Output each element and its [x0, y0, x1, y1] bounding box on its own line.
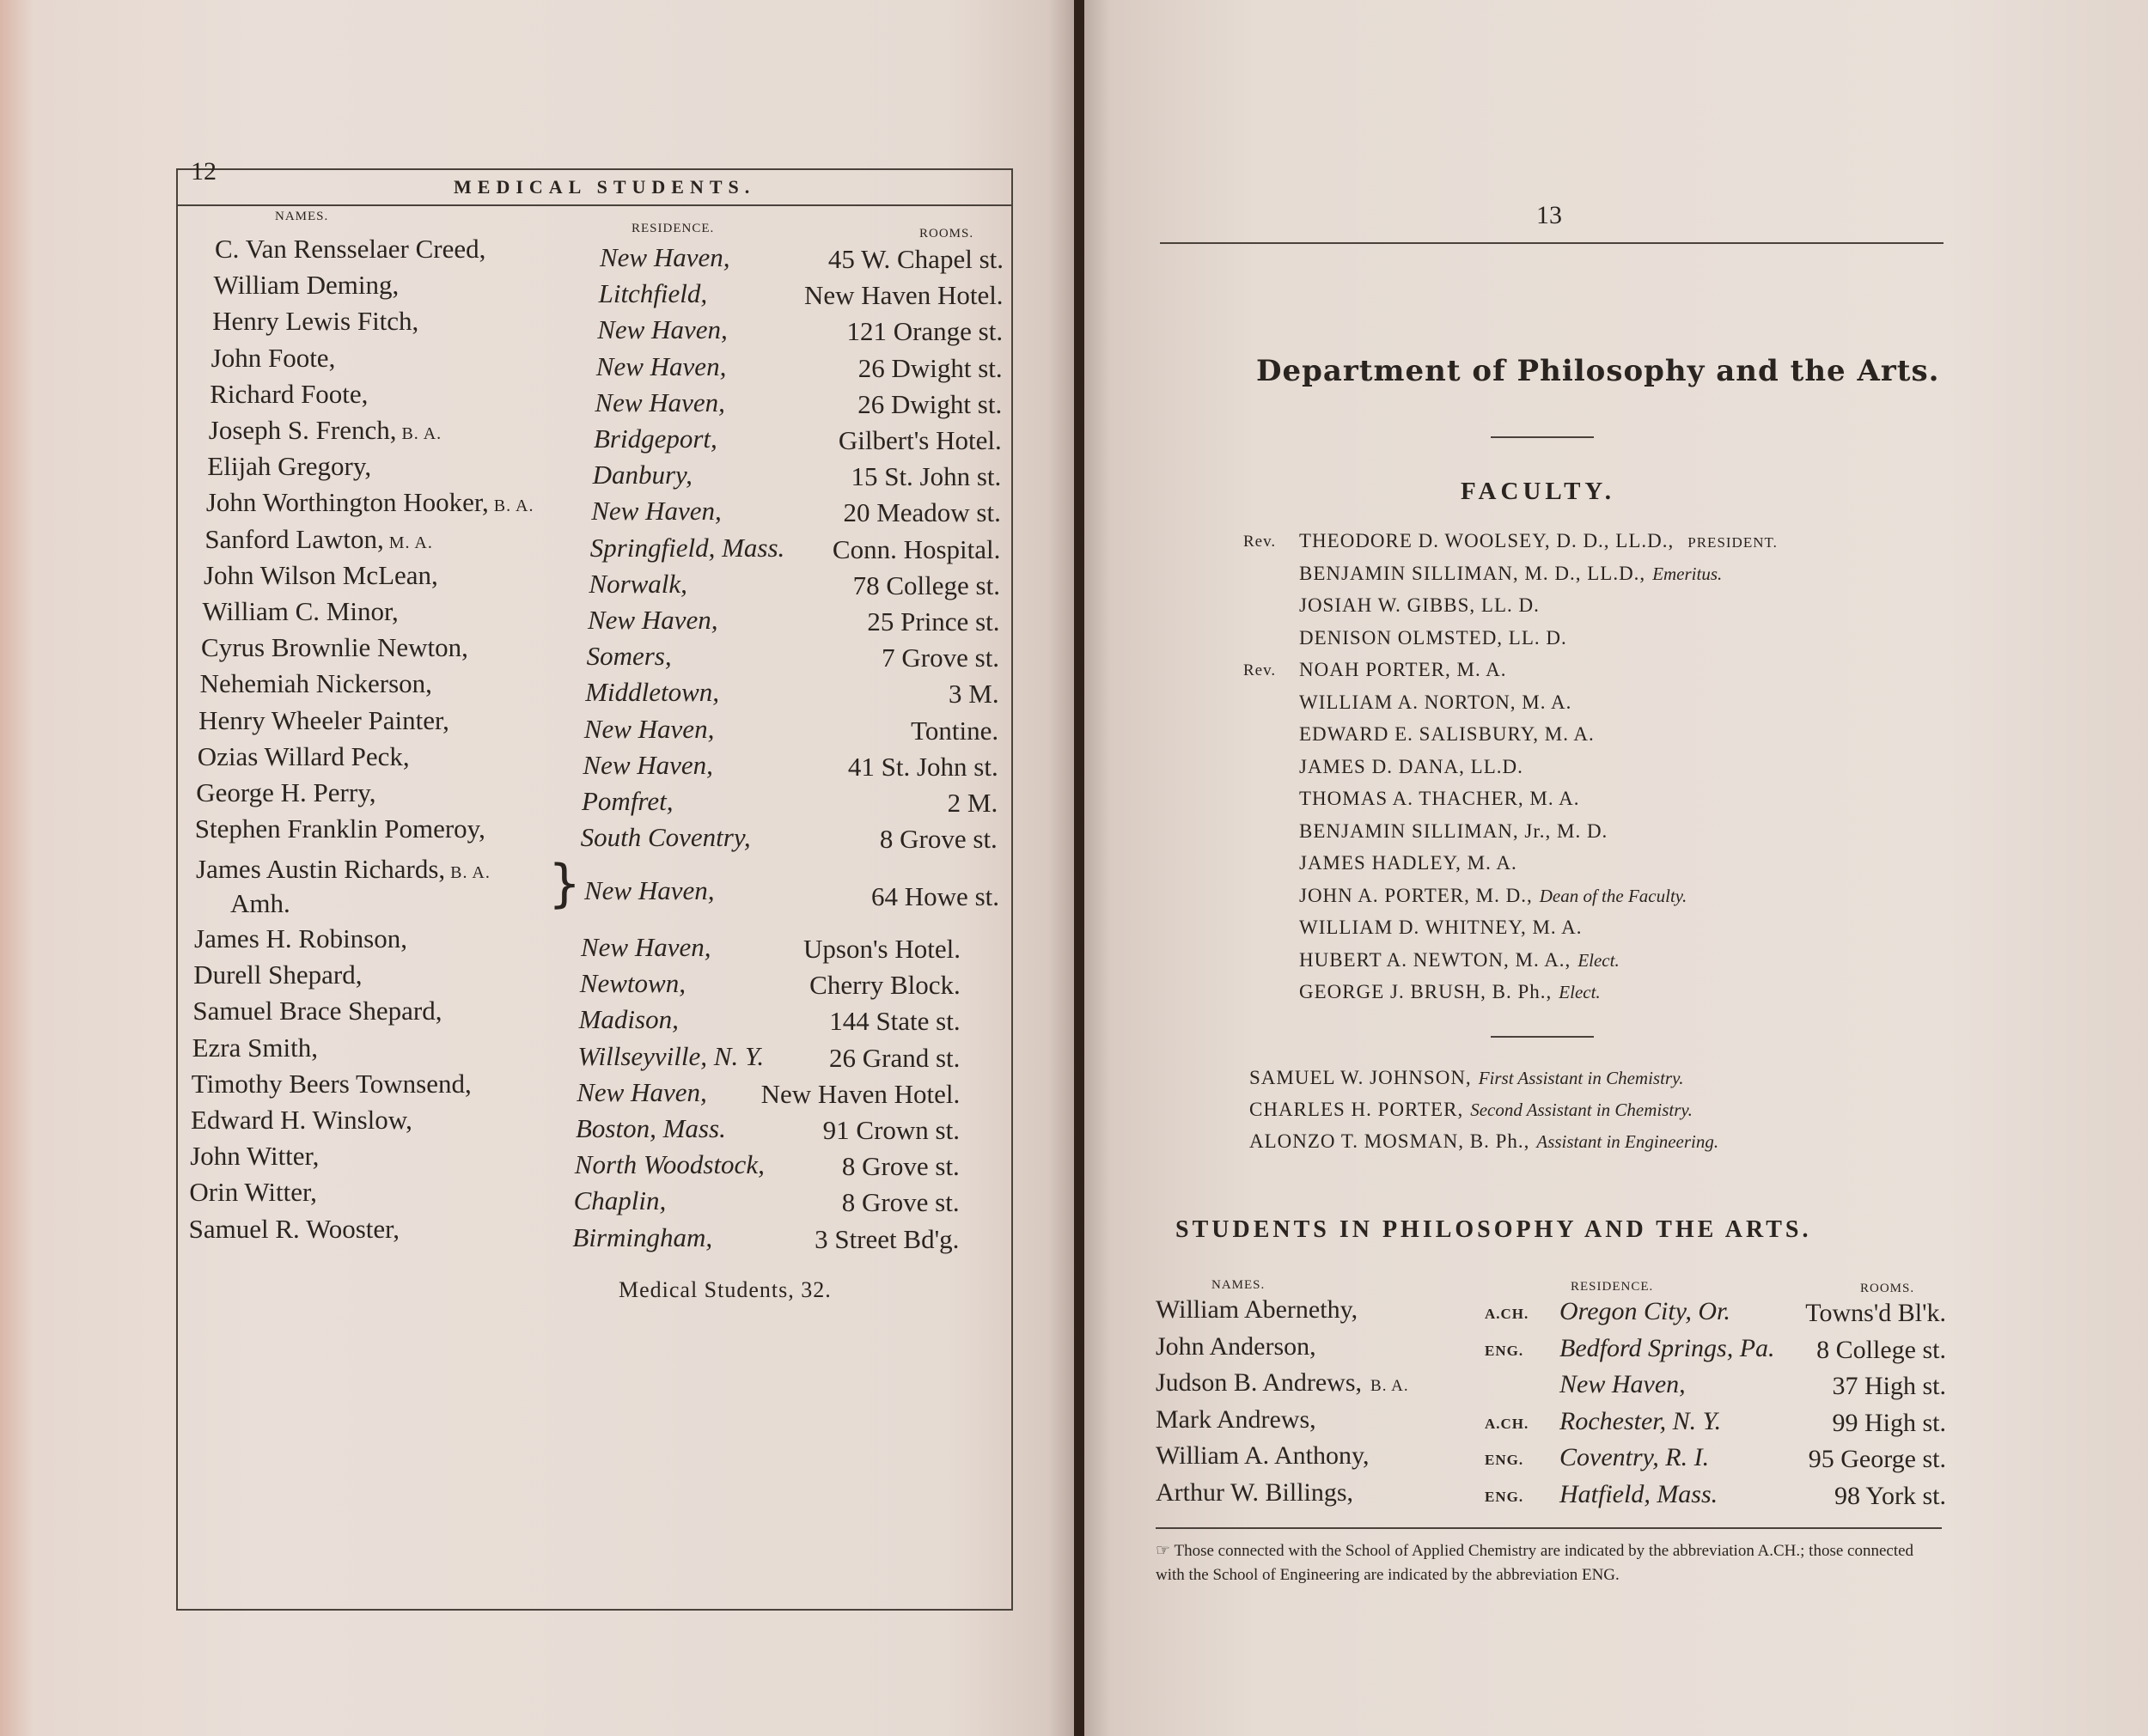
student-row	[0, 270, 1014, 311]
arts-student-row	[1156, 1332, 1946, 1368]
student-room: 99 High st.	[1832, 1408, 1946, 1437]
student-name: John Witter,	[190, 1141, 320, 1172]
student-residence: Somers,	[586, 641, 672, 672]
faculty-name: HUBERT A. NEWTON, M. A.,	[1299, 948, 1571, 971]
page-number-right: 13	[1536, 201, 1562, 229]
student-name	[209, 415, 442, 446]
student-row	[0, 596, 1014, 637]
student-name-continuation: Amh.	[230, 888, 290, 918]
faculty-heading: FACULTY.	[1461, 478, 1615, 505]
student-name	[1156, 1405, 1325, 1434]
student-residence: New Haven,	[583, 713, 715, 744]
student-residence: New Haven,	[597, 314, 728, 345]
student-residence: New Haven,	[595, 387, 725, 417]
student-residence: Pomfret,	[582, 786, 674, 816]
faculty-role: Dean of the Faculty.	[1539, 885, 1687, 906]
student-row	[0, 740, 1014, 782]
student-room: 37 High st.	[1832, 1372, 1946, 1400]
faculty-name: JAMES HADLEY, M. A.	[1299, 852, 1517, 874]
student-name: Orin Witter,	[189, 1177, 317, 1208]
student-room: 3 Street Bd'g.	[815, 1223, 960, 1254]
student-name: Timothy Beers Townsend,	[191, 1068, 472, 1099]
student-residence: New Haven,	[588, 605, 718, 635]
student-name: James H. Robinson,	[194, 923, 407, 953]
student-name: Edward H. Winslow,	[191, 1105, 412, 1135]
student-residence: North Woodstock,	[574, 1149, 765, 1180]
student-name-text: Richard Foote,	[210, 378, 369, 409]
student-room: 64 Howe st.	[871, 881, 999, 911]
arts-student-row	[1156, 1478, 1946, 1514]
student-name	[198, 705, 455, 736]
faculty-name: THEODORE D. WOOLSEY, D. D., LL.D.,	[1299, 530, 1675, 551]
student-residence: Springfield, Mass.	[589, 532, 785, 563]
faculty-role: Emeritus.	[1652, 563, 1723, 584]
student-name-text: Mark Andrews,	[1156, 1404, 1316, 1434]
student-residence: Middletown,	[585, 677, 720, 708]
student-row	[0, 1105, 1014, 1145]
student-degree: B. A.	[493, 496, 534, 516]
student-row	[0, 306, 1014, 347]
student-name-text: Cyrus Brownlie Newton,	[201, 632, 468, 663]
footnote	[1156, 1539, 1942, 1587]
student-row	[0, 959, 1014, 1001]
student-degree: B. A.	[401, 424, 442, 443]
student-name: Ezra Smith,	[192, 1032, 318, 1063]
faculty-title: Rev.	[1243, 533, 1277, 551]
column-header-residence-right: RESIDENCE.	[1571, 1280, 1654, 1294]
student-name-text: Henry Lewis Fitch,	[212, 306, 419, 337]
student-residence: Oregon City, Or.	[1559, 1297, 1730, 1325]
student-row	[0, 378, 1014, 419]
student-room: 3 M.	[949, 679, 999, 710]
faculty-name: THOMAS A. THACHER, M. A.	[1299, 788, 1580, 809]
student-name-text: Joseph S. French,	[208, 415, 397, 445]
faculty-member	[1243, 530, 1778, 552]
arts-student-row	[1156, 1368, 1946, 1404]
student-room: Upson's Hotel.	[803, 934, 961, 964]
student-name: Samuel R. Wooster,	[188, 1213, 400, 1244]
assistant-name: SAMUEL W. JOHNSON,	[1249, 1067, 1472, 1088]
student-room: 121 Orange st.	[846, 316, 1004, 347]
faculty-name: JAMES D. DANA, LL.D.	[1299, 755, 1523, 777]
faculty-member	[1246, 820, 1621, 843]
student-name-text: Elijah Gregory,	[207, 451, 372, 482]
student-name	[203, 596, 404, 627]
student-residence: Rochester, N. Y.	[1559, 1406, 1722, 1435]
student-room: Cherry Block.	[809, 970, 961, 1001]
student-room: 20 Meadow st.	[843, 497, 1001, 528]
student-room: 15 St. John st.	[851, 461, 1002, 492]
assistant	[1249, 1067, 1684, 1089]
student-row	[0, 668, 1014, 710]
student-row	[0, 923, 1014, 964]
student-name-text: Nehemiah Nickerson,	[199, 668, 432, 699]
faculty-name: BENJAMIN SILLIMAN, Jr., M. D.	[1299, 819, 1608, 842]
student-school: A.CH.	[1485, 1306, 1529, 1322]
student-residence: Newtown,	[579, 968, 686, 999]
student-row	[0, 1177, 1014, 1218]
student-school: ENG.	[1485, 1488, 1524, 1505]
left-header-rule	[176, 204, 1011, 206]
student-residence: Coventry, R. I.	[1559, 1443, 1710, 1471]
student-name-text: William A. Anthony,	[1156, 1441, 1370, 1470]
student-room: 8 College st.	[1816, 1335, 1946, 1364]
student-name	[1156, 1295, 1366, 1325]
student-row	[0, 777, 1014, 818]
student-residence: Boston, Mass.	[576, 1113, 726, 1143]
student-name-text: John Worthington Hooker,	[205, 487, 489, 518]
faculty-title: Rev.	[1243, 661, 1277, 679]
student-row	[0, 996, 1014, 1037]
assistant	[1249, 1099, 1693, 1121]
student-residence: New Haven,	[600, 242, 730, 272]
student-room: Tontine.	[911, 715, 999, 746]
student-room: 2 M.	[947, 788, 998, 818]
faculty-role-caps: PRESIDENT.	[1687, 534, 1778, 551]
student-room: 26 Grand st.	[829, 1042, 961, 1073]
student-residence: Chaplin,	[573, 1185, 667, 1216]
column-header-names: NAMES.	[275, 210, 329, 223]
faculty-name: NOAH PORTER, M. A.	[1299, 659, 1507, 680]
faculty-member	[1246, 723, 1608, 746]
student-name	[215, 234, 491, 265]
student-school: ENG.	[1485, 1452, 1524, 1468]
student-name: James Austin Richards, B. A.	[196, 854, 491, 884]
column-header-rooms: ROOMS.	[919, 227, 974, 241]
faculty-member	[1246, 563, 1729, 585]
faculty-name: JOSIAH W. GIBBS, LL. D.	[1299, 594, 1540, 616]
assistant-role: Assistant in Engineering.	[1536, 1131, 1719, 1152]
student-name	[214, 270, 405, 301]
faculty-member	[1246, 691, 1585, 714]
student-degree: B. A.	[1370, 1377, 1409, 1395]
student-name-text: Arthur W. Billings,	[1156, 1477, 1354, 1507]
student-school: A.CH.	[1485, 1415, 1529, 1432]
student-school: ENG.	[1485, 1342, 1524, 1359]
student-name	[1156, 1441, 1378, 1471]
arts-student-row	[1156, 1295, 1946, 1331]
student-room: 41 St. John st.	[847, 751, 998, 782]
student-residence: South Coventry,	[580, 822, 751, 853]
student-residence: Hatfield, Mass.	[1559, 1479, 1718, 1508]
students-heading: STUDENTS IN PHILOSOPHY AND THE ARTS.	[1175, 1216, 1812, 1243]
student-name-text: John Wilson McLean,	[203, 559, 438, 590]
right-header-rule	[1160, 242, 1944, 244]
student-name: Samuel Brace Shepard,	[192, 996, 442, 1026]
student-residence: Madison,	[578, 1004, 679, 1035]
arts-student-row	[1156, 1405, 1946, 1441]
student-row	[0, 415, 1014, 455]
student-room: 78 College st.	[852, 570, 1000, 600]
student-residence: New Haven,	[595, 350, 727, 381]
student-name-text: Sanford Lawton,	[204, 523, 384, 554]
student-room: Gilbert's Hotel.	[838, 425, 1002, 455]
student-name	[211, 343, 341, 374]
student-name	[1156, 1478, 1362, 1508]
student-name	[1156, 1368, 1409, 1398]
student-row	[0, 342, 1014, 383]
student-residence: New Haven,	[581, 932, 711, 962]
student-name	[195, 813, 491, 844]
student-residence: Bedford Springs, Pa.	[1559, 1333, 1775, 1362]
student-room: 7 Grove st.	[882, 643, 1000, 673]
faculty-role: Elect.	[1559, 982, 1601, 1002]
pointing-hand-icon: ☞	[1156, 1542, 1171, 1560]
student-name: Durell Shepard,	[193, 959, 363, 990]
student-room: 8 Grove st.	[841, 1187, 960, 1218]
student-room: 26 Dwight st.	[857, 388, 1003, 419]
student-room: Towns'd Bl'k.	[1805, 1299, 1946, 1327]
student-room: 98 York st.	[1834, 1481, 1946, 1510]
page-number-left: 12	[191, 157, 217, 186]
faculty-name: WILLIAM A. NORTON, M. A.	[1299, 691, 1572, 713]
student-residence: New Haven,	[584, 875, 715, 905]
student-name-text: William Deming,	[213, 270, 400, 301]
assistant-role: Second Assistant in Chemistry.	[1470, 1099, 1693, 1120]
student-residence: New Haven,	[577, 1076, 707, 1107]
assistant-role: First Assistant in Chemistry.	[1478, 1068, 1684, 1088]
column-header-residence: RESIDENCE.	[632, 222, 715, 235]
faculty-member	[1246, 788, 1593, 810]
faculty-name: GEORGE J. BRUSH, B. Ph.,	[1299, 981, 1553, 1002]
faculty-role: Elect.	[1577, 949, 1620, 971]
student-residence: Bridgeport,	[594, 423, 717, 454]
assistant	[1249, 1130, 1718, 1153]
student-residence: Litchfield,	[598, 278, 708, 309]
arts-student-row	[1156, 1441, 1946, 1477]
student-name-text: Ozias Willard Peck,	[197, 740, 410, 771]
student-room: 8 Grove st.	[841, 1151, 960, 1182]
student-name	[201, 632, 473, 663]
faculty-member	[1246, 852, 1531, 874]
student-residence: Danbury,	[592, 460, 693, 490]
student-row-richards	[196, 854, 1012, 923]
student-row	[0, 813, 1014, 855]
student-name-text: Stephen Franklin Pomeroy,	[194, 813, 485, 844]
student-name	[200, 668, 437, 699]
student-residence: New Haven,	[591, 496, 722, 527]
student-room: 144 State st.	[829, 1006, 961, 1037]
student-row	[0, 234, 1014, 274]
faculty-rule	[1491, 1036, 1594, 1038]
student-room: Conn. Hospital.	[832, 533, 1001, 564]
faculty-name: DENISON OLMSTED, LL. D.	[1299, 626, 1567, 649]
student-room: 95 George st.	[1808, 1445, 1946, 1473]
student-name-text: John Anderson,	[1156, 1331, 1316, 1361]
student-row	[0, 1213, 1014, 1254]
student-name	[204, 524, 432, 555]
student-room: 91 Crown st.	[822, 1115, 960, 1145]
student-name	[207, 451, 376, 482]
column-header-rooms-right: ROOMS.	[1860, 1282, 1915, 1295]
student-name-text: C. Van Rensselaer Creed,	[215, 234, 486, 264]
student-room: 8 Grove st.	[879, 824, 998, 855]
student-row	[0, 632, 1014, 673]
faculty-member	[1246, 981, 1608, 1003]
student-name	[1156, 1332, 1325, 1361]
student-name	[212, 306, 424, 337]
title-rule	[1491, 436, 1594, 438]
student-row	[0, 451, 1014, 492]
assistant-name: ALONZO T. MOSMAN, B. Ph.,	[1249, 1130, 1530, 1152]
student-name	[196, 777, 381, 808]
student-room: 45 W. Chapel st.	[827, 244, 1004, 274]
faculty-name: JOHN A. PORTER, M. D.,	[1299, 884, 1533, 906]
student-room: 25 Prince st.	[867, 606, 1000, 637]
faculty-member	[1246, 949, 1626, 972]
faculty-member	[1243, 659, 1521, 681]
student-residence: New Haven,	[583, 749, 713, 780]
faculty-member	[1246, 627, 1581, 649]
student-row	[0, 1032, 1014, 1073]
department-title: Department of Philosophy and the Arts.	[1256, 354, 1940, 388]
brace-glyph: }	[548, 854, 582, 914]
column-header-names-right: NAMES.	[1211, 1278, 1266, 1292]
student-room: New Haven Hotel.	[804, 280, 1004, 311]
student-name-text: George H. Perry,	[196, 777, 376, 807]
faculty-member	[1246, 594, 1553, 617]
student-row	[0, 559, 1014, 600]
faculty-member	[1246, 756, 1537, 778]
student-name-text: William Abernethy,	[1156, 1295, 1358, 1324]
medical-students-total: Medical Students, 32.	[619, 1277, 832, 1302]
student-name	[210, 379, 373, 410]
student-name	[206, 487, 534, 518]
student-room: 26 Dwight st.	[857, 352, 1003, 383]
faculty-member	[1246, 885, 1693, 907]
student-name-text: Judson B. Andrews,	[1156, 1368, 1363, 1397]
student-degree: M. A.	[388, 533, 433, 552]
student-row	[0, 704, 1014, 746]
student-residence: New Haven,	[1559, 1370, 1686, 1398]
student-room: New Haven Hotel.	[760, 1078, 961, 1109]
book-gutter	[1074, 0, 1084, 1736]
footnote-text: Those connected with the School of Applied Chemistry are indicated by the abbreviation A.CH.; those connected with the School of Engineering are indicated by the abbreviation ENG.	[1156, 1542, 1914, 1584]
student-name-text: Henry Wheeler Painter,	[198, 704, 449, 735]
student-row	[0, 523, 1014, 564]
student-row	[0, 487, 1014, 528]
faculty-member	[1246, 917, 1596, 939]
footnote-rule	[1156, 1527, 1942, 1529]
student-name-text: John Foote,	[211, 342, 336, 373]
student-name	[198, 741, 415, 772]
student-name	[204, 560, 443, 591]
student-row	[0, 1068, 1014, 1109]
student-name-text: William C. Minor,	[202, 596, 399, 626]
faculty-name: WILLIAM D. WHITNEY, M. A.	[1299, 917, 1583, 938]
student-residence: Willseyville, N. Y.	[577, 1040, 765, 1071]
student-residence: Norwalk,	[589, 568, 687, 599]
student-residence: Birmingham,	[572, 1221, 713, 1252]
faculty-name: EDWARD E. SALISBURY, M. A.	[1299, 723, 1595, 745]
student-row	[0, 1141, 1014, 1182]
running-head-left: MEDICAL STUDENTS.	[454, 176, 756, 198]
assistant-name: CHARLES H. PORTER,	[1249, 1099, 1464, 1120]
faculty-name: BENJAMIN SILLIMAN, M. D., LL.D.,	[1299, 562, 1646, 584]
